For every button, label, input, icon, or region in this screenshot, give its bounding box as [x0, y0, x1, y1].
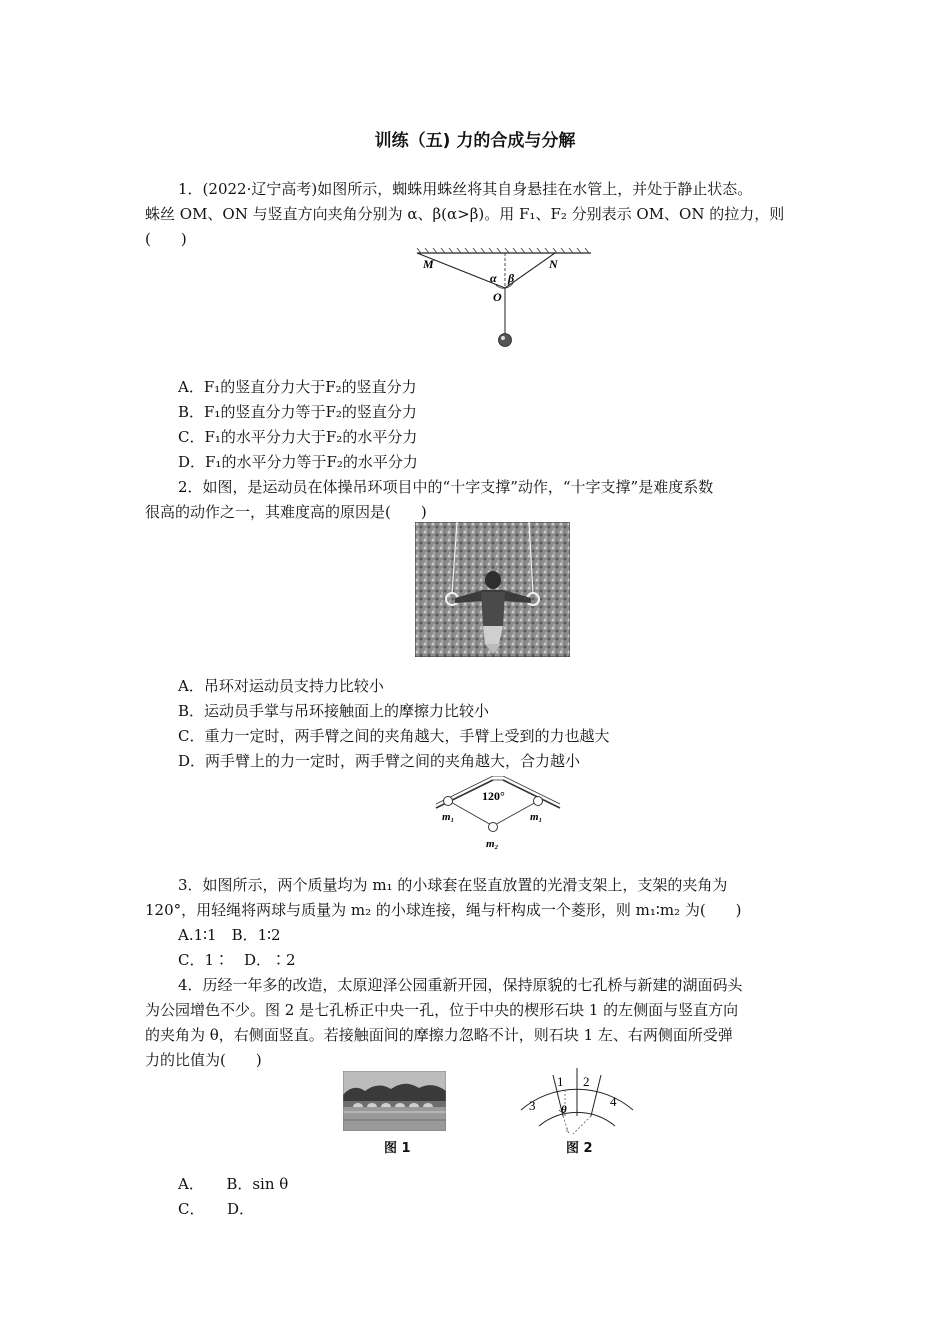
- q4-options-row2: C． D．: [178, 1200, 255, 1218]
- q4-stem-line1: 4．历经一年多的改造，太原迎泽公园重新开园，保持原貌的七孔桥与新建的湖面码头: [178, 976, 743, 994]
- q3-label-m1-right: m₁: [530, 811, 543, 823]
- q2-stem-line2: 很高的动作之一，其难度高的原因是( ): [145, 503, 427, 521]
- q4-stem-line3: 的夹角为 θ，右侧面竖直。若接触面间的摩擦力忽略不计，则石块 1 左、右两侧面所受弹: [145, 1026, 733, 1044]
- q4-arch-stones-diagram: [517, 1068, 637, 1134]
- q3-rhombus-figure: [434, 776, 562, 854]
- q1-option-b: B．F₁的竖直分力等于F₂的竖直分力: [178, 403, 417, 421]
- q1-label-m: M: [423, 257, 434, 271]
- q4-stone-label-1: 1: [557, 1074, 564, 1089]
- q4-bridge-photo: [343, 1071, 446, 1131]
- q4-stem-line4: 力的比值为( ): [145, 1051, 262, 1069]
- q4-figure2-caption: 图 2: [566, 1141, 593, 1156]
- q2-option-b: B．运动员手掌与吊环接触面上的摩擦力比较小: [178, 702, 490, 720]
- q3-stem-line2: 120°，用轻绳将两球与质量为 m₂ 的小球连接，绳与杆构成一个菱形，则 m₁∶m₂ 为( ): [145, 901, 742, 919]
- q1-stem-line3: ( ): [145, 230, 187, 248]
- q4-figure1-caption: 图 1: [384, 1141, 411, 1156]
- page-title: 训练（五) 力的合成与分解: [374, 131, 576, 151]
- q2-option-d: D．两手臂上的力一定时，两手臂之间的夹角越大，合力越小: [178, 752, 581, 770]
- q4-stone-label-2: 2: [583, 1074, 590, 1089]
- q3-angle-label: 120°: [482, 789, 505, 803]
- q1-option-d: D．F₁的水平分力等于F₂的水平分力: [178, 453, 418, 471]
- q3-label-m1-left: m₁: [442, 811, 455, 823]
- q1-label-beta: β: [508, 271, 515, 285]
- q1-label-n: N: [549, 257, 558, 271]
- q1-label-o: O: [493, 290, 502, 304]
- q2-stem-line1: 2．如图，是运动员在体操吊环项目中的“十字支撑”动作，“十字支撑”是难度系数: [178, 478, 714, 496]
- q4-stone-label-4: 4: [610, 1094, 617, 1109]
- q1-stem-line1: 1．(2022·辽宁高考)如图所示，蜘蛛用蛛丝将其自身悬挂在水管上，并处于静止状态。: [178, 180, 753, 198]
- q4-stone-label-3: 3: [529, 1098, 536, 1113]
- q4-theta-label: θ: [561, 1104, 567, 1116]
- q1-figure-spider-diagram: [415, 248, 595, 358]
- q3-options-row1: A.1∶1 B．1∶2: [178, 926, 281, 944]
- q1-option-a: A．F₁的竖直分力大于F₂的竖直分力: [178, 378, 417, 396]
- q3-label-m2: m₂: [486, 838, 499, 850]
- q4-stem-line2: 为公园增色不少。图 2 是七孔桥正中央一孔，位于中央的楔形石块 1 的左侧面与竖直方向: [145, 1001, 739, 1019]
- q1-label-alpha: α: [490, 271, 497, 285]
- q2-gymnast-photo: [415, 522, 570, 657]
- q2-option-c: C．重力一定时，两手臂之间的夹角越大，手臂上受到的力也越大: [178, 727, 610, 745]
- q2-option-a: A．吊环对运动员支持力比较小: [178, 677, 384, 695]
- q3-stem-line1: 3．如图所示，两个质量均为 m₁ 的小球套在竖直放置的光滑支架上，支架的夹角为: [178, 876, 728, 894]
- q4-options-row1: A． B．sin θ: [178, 1175, 289, 1193]
- q1-option-c: C．F₁的水平分力大于F₂的水平分力: [178, 428, 418, 446]
- q3-options-row2: C．1∶ D．∶2: [178, 951, 296, 969]
- q1-stem-line2: 蛛丝 OM、ON 与竖直方向夹角分别为 α、β(α>β)。用 F₁、F₂ 分别表示 OM、ON 的拉力，则: [145, 205, 785, 223]
